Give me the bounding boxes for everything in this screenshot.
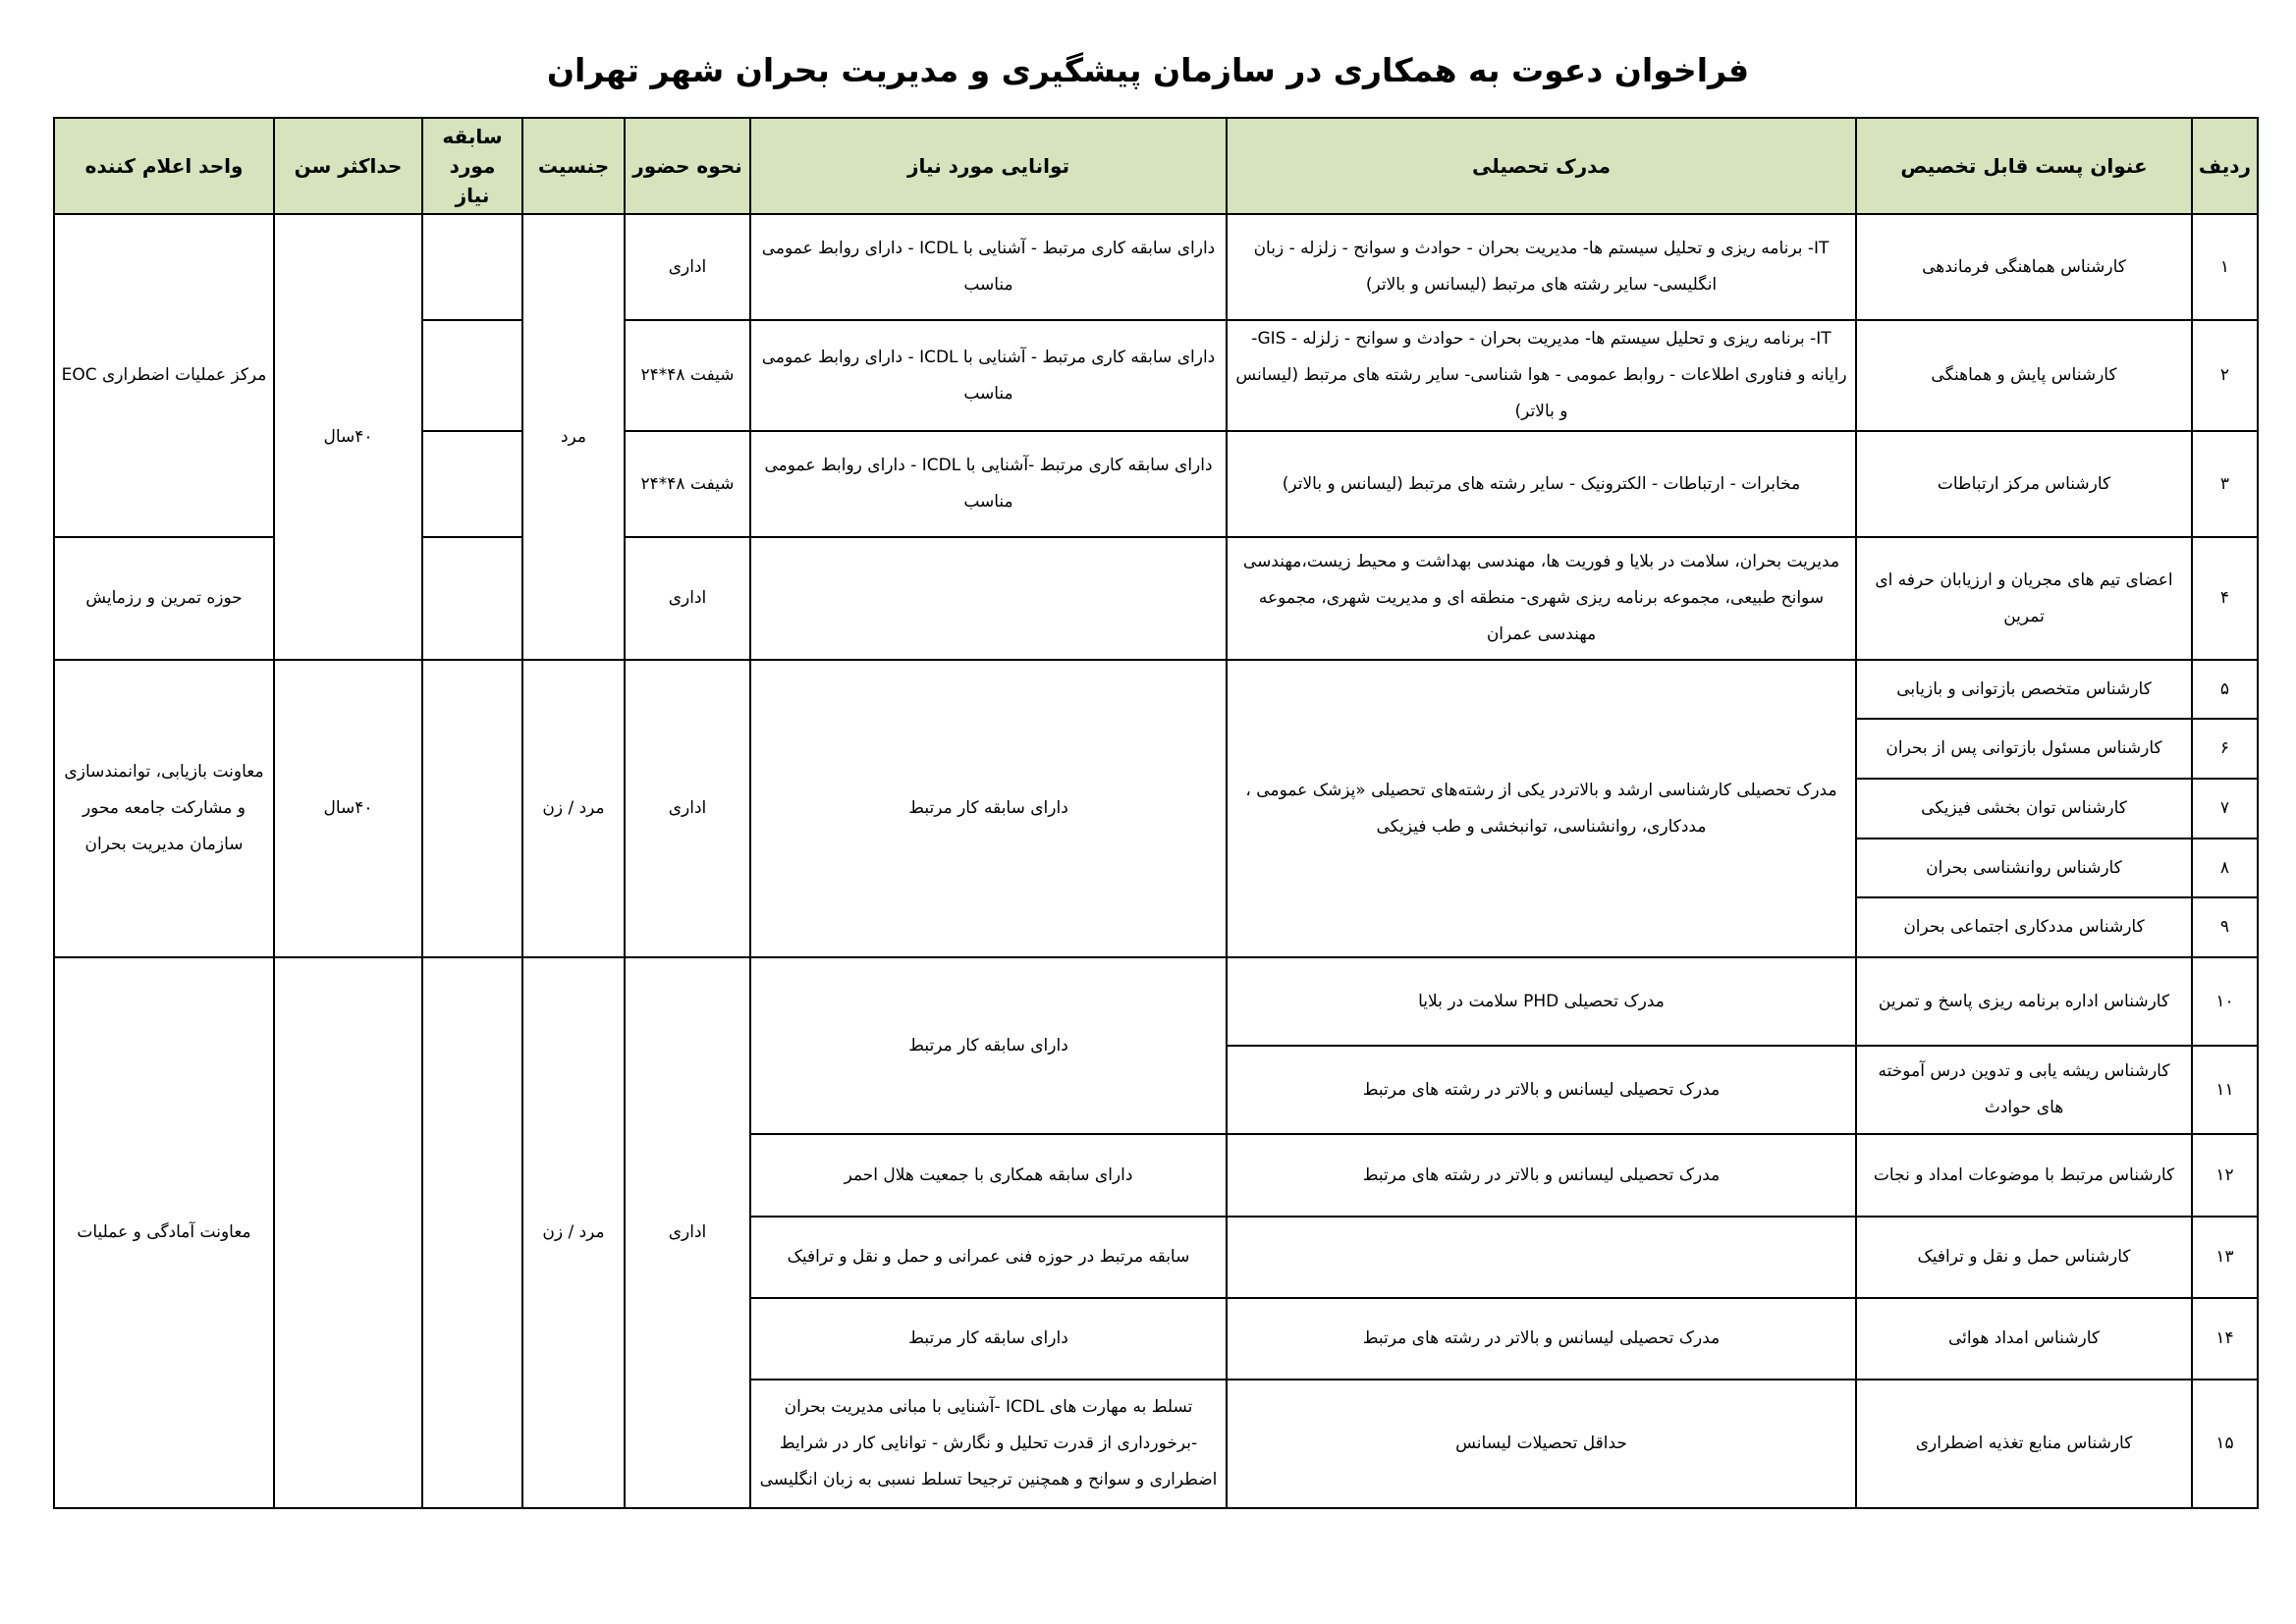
degree-cell: حداقل تحصیلات لیسانس (1227, 1380, 1856, 1508)
header-row (54, 118, 2258, 214)
experience-cell (422, 214, 522, 320)
attendance-cell: اداری (625, 660, 750, 957)
age-cell: ۴۰سال (274, 660, 422, 957)
unit-cell-recovery: معاونت بازیابی، توانمندسازی و مشارکت جامعه محور سازمان مدیریت بحران (54, 660, 274, 957)
skills-cell: دارای سابقه کار مرتبط (750, 957, 1227, 1134)
header-gender: جنسیت (522, 118, 625, 214)
experience-cell (422, 957, 522, 1508)
position-title: کارشناس هماهنگی فرماندهی (1856, 214, 2192, 320)
row-number: ۸ (2192, 839, 2258, 897)
experience-cell (422, 431, 522, 537)
attendance-cell: اداری (625, 957, 750, 1508)
job-table (53, 117, 2259, 1509)
row-number: ۷ (2192, 779, 2258, 839)
row-number: ۱ (2192, 214, 2258, 320)
row-number: ۱۱ (2192, 1046, 2258, 1134)
page-title: فراخوان دعوت به همکاری در سازمان پیشگیری و مدیریت بحران شهر تهران (546, 51, 1750, 89)
position-title: کارشناس حمل و نقل و ترافیک (1856, 1217, 2192, 1298)
attendance-cell: شیفت ۴۸*۲۴ (625, 320, 750, 431)
row-number: ۱۵ (2192, 1380, 2258, 1508)
skills-cell: دارای سابقه کاری مرتبط - آشنایی با ICDL - دارای روابط عمومی مناسب (750, 214, 1227, 320)
degree-cell: مدیریت بحران، سلامت در بلایا و فوریت ها، مهندسی بهداشت و محیط زیست،مهندسی سوانح طبیعی، مجموعه برنامه ریزی شهری- منطقه ای و مدیریت شهری، مجموعه مهندسی عمران (1227, 537, 1856, 660)
header-degree: مدرک تحصیلی (1227, 118, 1856, 214)
experience-cell (422, 537, 522, 660)
row-number: ۱۲ (2192, 1134, 2258, 1217)
skills-cell: دارای سابقه کار مرتبط (750, 660, 1227, 957)
degree-cell: IT- برنامه ریزی و تحلیل سیستم ها- مدیریت بحران - حوادث و سوانح - زلزله - زبان انگلیسی- سایر رشته های مرتبط (لیسانس و بالاتر) (1227, 214, 1856, 320)
attendance-cell: شیفت ۴۸*۲۴ (625, 431, 750, 537)
row-number: ۱۴ (2192, 1298, 2258, 1380)
skills-cell: تسلط به مهارت های ICDL -آشنایی با مبانی مدیریت بحران -برخورداری از قدرت تحلیل و نگارش - توانایی کار در شرایط اضطراری و سوانح و همچنین ترجیحا تسلط نسبی به زبان انگلیسی (750, 1380, 1227, 1508)
row-number: ۵ (2192, 660, 2258, 719)
row-number: ۹ (2192, 897, 2258, 957)
row-number: ۶ (2192, 719, 2258, 779)
table-row (54, 957, 2258, 1046)
age-cell (274, 957, 422, 1508)
position-title: کارشناس امداد هوائی (1856, 1298, 2192, 1380)
row-number: ۲ (2192, 320, 2258, 431)
position-title: کارشناس اداره برنامه ریزی پاسخ و تمرین (1856, 957, 2192, 1046)
unit-cell-operations: معاونت آمادگی و عملیات (54, 957, 274, 1508)
gender-cell: مرد (522, 214, 625, 660)
skills-cell: سابقه مرتبط در حوزه فنی عمرانی و حمل و نقل و ترافیک (750, 1217, 1227, 1298)
position-title: اعضای تیم های مجریان و ارزیابان حرفه ای تمرین (1856, 537, 2192, 660)
skills-cell: دارای سابقه همکاری با جمعیت هلال احمر (750, 1134, 1227, 1217)
unit-cell-exercise: حوزه تمرین و رزمایش (54, 537, 274, 660)
position-title: کارشناس مسئول بازتوانی پس از بحران (1856, 719, 2192, 779)
table-row (54, 214, 2258, 320)
header-experience: سابقه مورد نیاز (422, 118, 522, 214)
header-unit: واحد اعلام کننده (54, 118, 274, 214)
gender-cell: مرد / زن (522, 660, 625, 957)
position-title: کارشناس مرتبط با موضوعات امداد و نجات (1856, 1134, 2192, 1217)
header-attendance: نحوه حضور (625, 118, 750, 214)
position-title: کارشناس توان بخشی فیزیکی (1856, 779, 2192, 839)
unit-cell-eoc: مرکز عملیات اضطراری EOC (54, 214, 274, 537)
degree-cell: مخابرات - ارتباطات - الکترونیک - سایر رشته های مرتبط (لیسانس و بالاتر) (1227, 431, 1856, 537)
age-cell: ۴۰سال (274, 214, 422, 660)
skills-cell: دارای سابقه کار مرتبط (750, 1298, 1227, 1380)
degree-cell: IT- برنامه ریزی و تحلیل سیستم ها- مدیریت بحران - حوادث و سوانح - زلزله - GIS- رایانه و فناوری اطلاعات - روابط عمومی - هوا شناسی- سایر رشته های مرتبط (لیسانس و بالاتر) (1227, 320, 1856, 431)
degree-cell: مدرک تحصیلی لیسانس و بالاتر در رشته های مرتبط (1227, 1298, 1856, 1380)
attendance-cell: اداری (625, 537, 750, 660)
degree-cell: مدرک تحصیلی لیسانس و بالاتر در رشته های مرتبط (1227, 1046, 1856, 1134)
header-age: حداکثر سن (274, 118, 422, 214)
position-title: کارشناس متخصص بازتوانی و بازیابی (1856, 660, 2192, 719)
header-row-number: ردیف (2192, 118, 2258, 214)
skills-cell: دارای سابقه کاری مرتبط - آشنایی با ICDL - دارای روابط عمومی مناسب (750, 320, 1227, 431)
degree-cell: مدرک تحصیلی لیسانس و بالاتر در رشته های مرتبط (1227, 1134, 1856, 1217)
attendance-cell: اداری (625, 214, 750, 320)
position-title: کارشناس روانشناسی بحران (1856, 839, 2192, 897)
header-position: عنوان پست قابل تخصیص (1856, 118, 2192, 214)
header-skills: توانایی مورد نیاز (750, 118, 1227, 214)
position-title: کارشناس مددکاری اجتماعی بحران (1856, 897, 2192, 957)
gender-cell: مرد / زن (522, 957, 625, 1508)
skills-cell: دارای سابقه کاری مرتبط -آشنایی با ICDL - دارای روابط عمومی مناسب (750, 431, 1227, 537)
degree-cell: مدرک تحصیلی کارشناسی ارشد و بالاتردر یکی از رشته‌های تحصیلی «پزشک عمومی ، مددکاری، روانشناسی، توانبخشی و طب فیزیکی (1227, 660, 1856, 957)
position-title: کارشناس پایش و هماهنگی (1856, 320, 2192, 431)
degree-cell (1227, 1217, 1856, 1298)
row-number: ۳ (2192, 431, 2258, 537)
skills-cell (750, 537, 1227, 660)
table-row (54, 660, 2258, 719)
row-number: ۱۳ (2192, 1217, 2258, 1298)
experience-cell (422, 320, 522, 431)
row-number: ۱۰ (2192, 957, 2258, 1046)
position-title: کارشناس ریشه یابی و تدوین درس آموخته های حوادث (1856, 1046, 2192, 1134)
position-title: کارشناس منابع تغذیه اضطراری (1856, 1380, 2192, 1508)
experience-cell (422, 660, 522, 957)
row-number: ۴ (2192, 537, 2258, 660)
position-title: کارشناس مرکز ارتباطات (1856, 431, 2192, 537)
degree-cell: مدرک تحصیلی PHD سلامت در بلایا (1227, 957, 1856, 1046)
